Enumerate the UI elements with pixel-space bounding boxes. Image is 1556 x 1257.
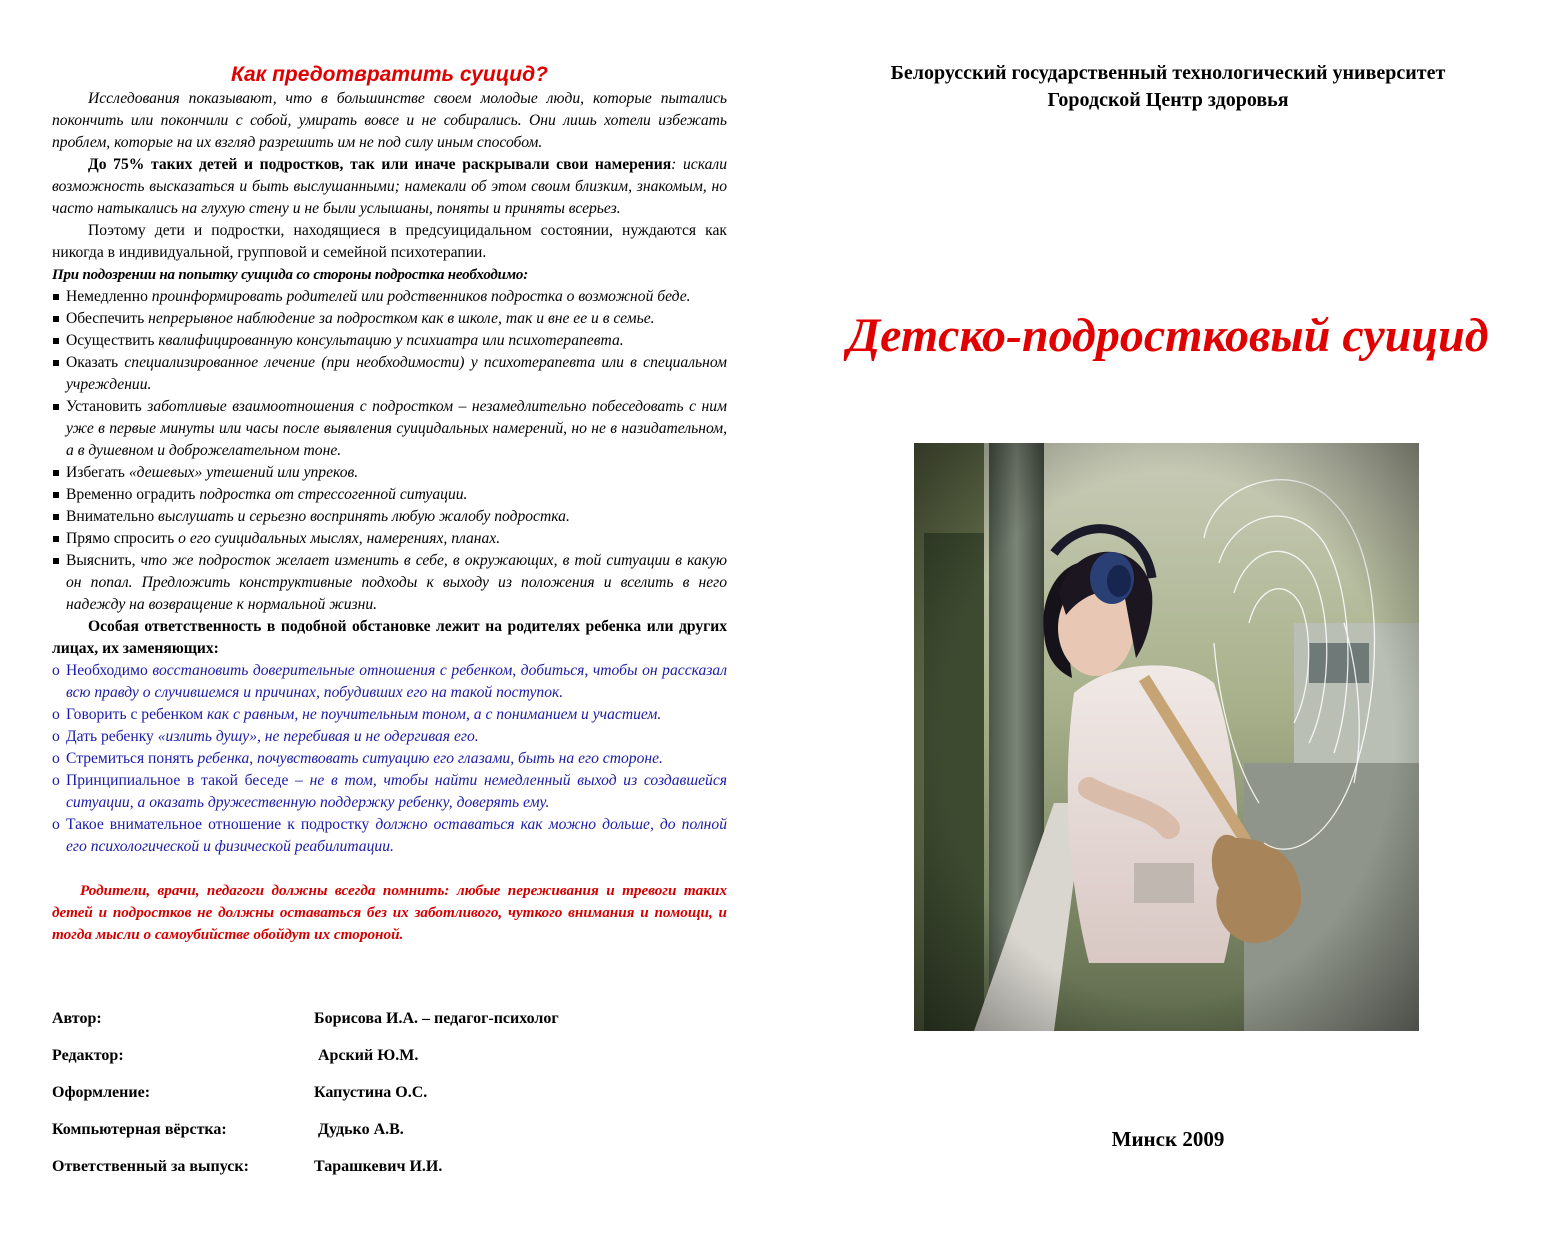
parent-advice-item bbox=[52, 660, 727, 704]
action-lead: Осуществить bbox=[66, 332, 155, 349]
credit-label: Автор: bbox=[52, 1010, 102, 1027]
advice-text: «излить душу», не перебивая и не одергивая его. bbox=[153, 728, 479, 745]
action-item bbox=[52, 528, 727, 550]
action-text: «дешевых» утешений или упреков. bbox=[124, 464, 359, 481]
advice-text: как с равным, не поучительным тоном, а с пониманием и участием. bbox=[203, 706, 662, 723]
advice-lead: Необходимо bbox=[66, 662, 148, 679]
advice-lead: Стремиться понять bbox=[66, 750, 194, 767]
credit-row bbox=[52, 1082, 727, 1119]
credit-label: Редактор: bbox=[52, 1047, 124, 1064]
advice-text: ребенка, почувствовать ситуацию его глазами, быть на его стороне. bbox=[193, 750, 663, 767]
paragraph-therapy: Поэтому дети и подростки, находящиеся в предсуицидальном состоянии, нуждаются как никогда в индивидуальной, групповой и семейной психотерапии. bbox=[52, 222, 727, 261]
credit-value: Борисова И.А. – педагог-психолог bbox=[314, 1010, 559, 1027]
advice-text: восстановить доверительные отношения с ребенком, добиться, чтобы он рассказал всю правду о случившемся и причинах, побудивших его на такой поступок. bbox=[66, 662, 727, 701]
action-lead: Внимательно bbox=[66, 508, 155, 525]
action-text: подростка от стрессогенной ситуации. bbox=[195, 486, 468, 503]
advice-lead: Принципиальное в такой беседе bbox=[66, 772, 289, 789]
advice-text: должно оставаться как можно дольше, до полной его психологической и физической реабилитации. bbox=[66, 816, 727, 855]
statistics-rest: : искали возможность высказаться и быть выслушанными; намекали об этом своим близким, знакомым, но часто натыкались на глухую стену и не были услышаны, поняты и приняты всерьез. bbox=[52, 156, 728, 217]
parent-advice-item bbox=[52, 814, 727, 858]
credit-row bbox=[52, 1119, 727, 1156]
parent-advice-item bbox=[52, 748, 727, 770]
university-name: Белорусский государственный технологический университет bbox=[890, 62, 1446, 84]
action-text: непрерывное наблюдение за подростком как в школе, так и вне ее и в семье. bbox=[144, 310, 655, 327]
action-text: проинформировать родителей или родственников подростка о возможной беде. bbox=[147, 288, 691, 305]
action-item bbox=[52, 462, 727, 484]
action-lead: Избегать bbox=[66, 464, 125, 481]
left-panel bbox=[52, 62, 727, 946]
credit-label: Компьютерная вёрстка: bbox=[52, 1121, 227, 1138]
action-lead: Выяснить bbox=[66, 552, 132, 569]
cover-photo bbox=[914, 443, 1419, 1031]
city-year: Минск 2009 bbox=[1111, 1127, 1225, 1151]
credits-block bbox=[52, 1008, 727, 1193]
action-item bbox=[52, 506, 727, 528]
action-item bbox=[52, 396, 727, 462]
credit-value: Капустина О.С. bbox=[314, 1084, 428, 1101]
advice-text: – не в том, чтобы найти немедленный выход из создавшейся ситуации, а оказать дружественную поддержку ребенку, доверять ему. bbox=[66, 772, 727, 811]
advice-lead: Дать ребенку bbox=[66, 728, 154, 745]
action-item bbox=[52, 484, 727, 506]
health-center-name: Городской Центр здоровья bbox=[1047, 89, 1289, 111]
action-text: о его суицидальных мыслях, намерениях, планах. bbox=[174, 530, 501, 547]
action-item bbox=[52, 330, 727, 352]
credit-value: Тарашкевич И.И. bbox=[314, 1158, 443, 1175]
credit-value: Дудько А.В. bbox=[314, 1121, 404, 1138]
action-list bbox=[52, 286, 727, 616]
credit-value: Арский Ю.М. bbox=[314, 1047, 419, 1064]
cover-panel bbox=[780, 60, 1556, 1151]
action-text: заботливые взаимоотношения с подростком – незамедлительно побеседовать с ним уже в первые минуты или часы после выявления суицидальных намерений, но не в назидательном, а в душевном и доброжелательном тоне. bbox=[66, 398, 727, 459]
action-lead: Оказать bbox=[66, 354, 119, 371]
action-lead: Временно оградить bbox=[66, 486, 196, 503]
paragraph-parents: Особая ответственность в подобной обстановке лежит на родителях ребенка или других лицах, их заменяющих: bbox=[52, 618, 727, 657]
action-item bbox=[52, 550, 727, 616]
brochure-title: Детско-подростковый суицид bbox=[847, 309, 1489, 362]
action-lead: Установить bbox=[66, 398, 142, 415]
credit-row bbox=[52, 1156, 727, 1193]
credit-row bbox=[52, 1045, 727, 1082]
photo-illustration bbox=[914, 443, 1419, 1031]
action-text: , что же подросток желает изменить в себе, в окружающих, в той ситуации в какую он попал. Предложить конструктивные подходы к выходу из положения и вселить в него надежду на возвращение к нормальной жизни. bbox=[66, 552, 727, 613]
credit-row bbox=[52, 1008, 727, 1045]
parent-advice-item bbox=[52, 704, 727, 726]
action-item bbox=[52, 286, 727, 308]
action-lead: Прямо спросить bbox=[66, 530, 175, 547]
paragraph-intro: Исследования показывают, что в большинстве своем молодые люди, которые пытались покончить или покончили с собой, умирать вовсе и не собирались. Они лишь хотели избежать проблем, которые на их взгляд разрешить им не под силу иным способом. bbox=[52, 90, 727, 151]
advice-lead: Такое внимательное отношение к подростку bbox=[66, 816, 370, 833]
action-lead: Немедленно bbox=[66, 288, 148, 305]
action-item bbox=[52, 308, 727, 330]
section-title: Как предотвратить суицид? bbox=[231, 63, 548, 86]
action-text: выслушать и серьезно воспринять любую жалобу подростка. bbox=[154, 508, 570, 525]
action-text: специализированное лечение (при необходимости) у психотерапевта или в специальном учреждении. bbox=[66, 354, 727, 393]
list-heading: При подозрении на попытку суицида со стороны подростка необходимо: bbox=[52, 267, 528, 283]
parent-advice-item bbox=[52, 726, 727, 748]
credit-label: Ответственный за выпуск: bbox=[52, 1158, 249, 1175]
closing-note: Родители, врачи, педагоги должны всегда помнить: любые переживания и тревоги таких детей и подростков не должны оставаться без их заботливого, чуткого внимания и помощи, и тогда мысли о самоубийстве обойдут их стороной. bbox=[52, 882, 727, 943]
parent-advice-item bbox=[52, 770, 727, 814]
paragraph-statistics bbox=[52, 154, 727, 220]
action-text: квалифицированную консультацию у психиатра или психотерапевта. bbox=[154, 332, 624, 349]
statistics-lead: До 75% таких детей и подростков, так или иначе раскрывали свои намерения bbox=[88, 156, 672, 173]
action-item bbox=[52, 352, 727, 396]
credit-label: Оформление: bbox=[52, 1084, 151, 1101]
advice-lead: Говорить с ребенком bbox=[66, 706, 204, 723]
parent-advice-list bbox=[52, 660, 727, 858]
action-lead: Обеспечить bbox=[66, 310, 145, 327]
